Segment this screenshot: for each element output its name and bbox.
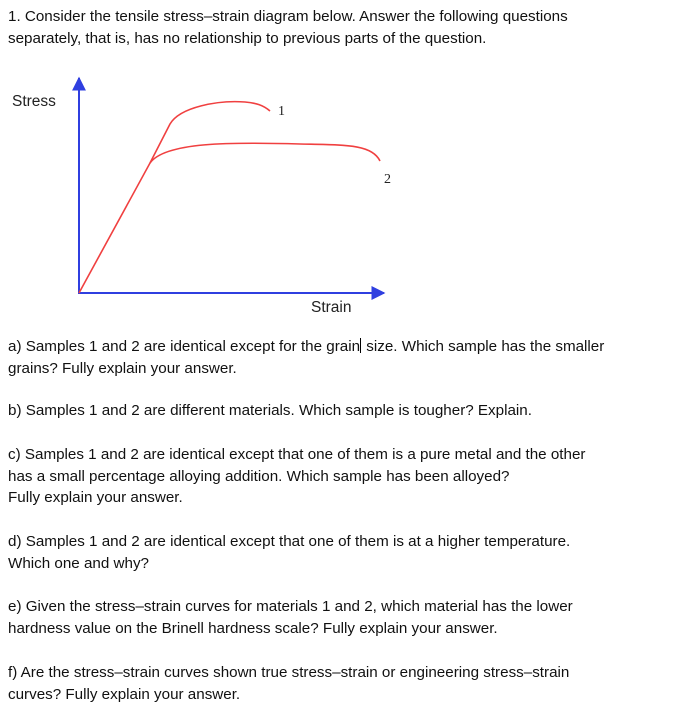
stress-strain-diagram — [0, 70, 420, 320]
question-e-line-2: hardness value on the Brinell hardness scale? Fully explain your answer. — [8, 619, 498, 637]
question-intro — [8, 6, 654, 49]
strain-axis-label: Strain — [311, 299, 352, 316]
question-c — [8, 444, 654, 509]
question-c-line-2: has a small percentage alloying addition. Which sample has been alloyed? — [8, 467, 510, 485]
question-e-line-1: e) Given the stress–strain curves for materials 1 and 2, which material has the lower — [8, 598, 573, 615]
question-b — [8, 400, 654, 422]
question-c-line-1: c) Samples 1 and 2 are identical except that one of them is a pure metal and the other — [8, 446, 586, 463]
question-d — [8, 531, 654, 574]
question-e — [8, 596, 654, 639]
question-a-line-1 — [8, 336, 654, 358]
question-f-line-2: curves? Fully explain your answer. — [8, 685, 241, 703]
question-c-line-3: Fully explain your answer. — [8, 489, 183, 506]
question-f-line-1: f) Are the stress–strain curves shown true stress–strain or engineering stress–strain — [8, 664, 570, 681]
stress-axis-label: Stress — [12, 93, 56, 110]
question-a — [8, 336, 654, 379]
question-b-line-1: b) Samples 1 and 2 are different materials. Which sample is tougher? Explain. — [8, 402, 532, 419]
question-d-line-2: Which one and why? — [8, 554, 149, 572]
intro-line-1: 1. Consider the tensile stress–strain diagram below. Answer the following questions — [8, 8, 568, 25]
question-a-text-start: a) Samples 1 and 2 are identical except for the grain — [8, 338, 361, 355]
curve-1 — [150, 102, 270, 163]
question-a-text-end: size. Which sample has the smaller — [362, 338, 605, 355]
curve-2-label: 2 — [384, 172, 391, 187]
question-f — [8, 662, 654, 705]
intro-line-2: separately, that is, has no relationship to previous parts of the question. — [8, 29, 487, 47]
text-cursor — [360, 338, 361, 353]
curve-2 — [79, 143, 380, 293]
question-a-line-2: grains? Fully explain your answer. — [8, 359, 237, 377]
question-d-line-1: d) Samples 1 and 2 are identical except that one of them is at a higher temperature. — [8, 533, 571, 550]
curve-1-label: 1 — [278, 104, 285, 119]
